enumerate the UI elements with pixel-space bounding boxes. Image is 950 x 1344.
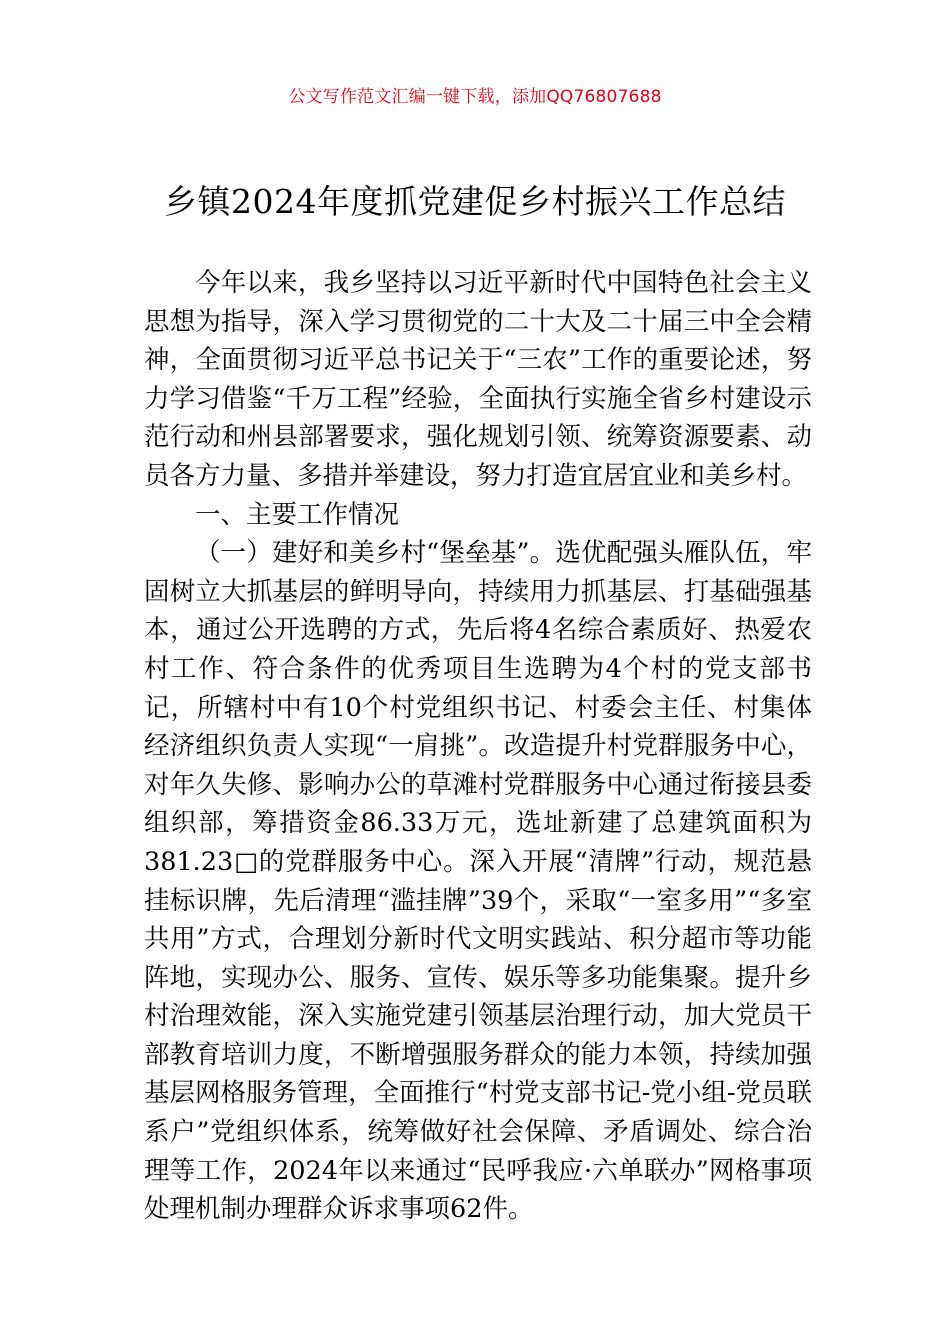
body-paragraph: （一）建好和美乡村“堡垒基”。选优配强头雁队伍，牢固树立大抓基层的鲜明导向，持续用力抓基层、打基础强基本，通过公开选聘的方式，先后将4名综合素质好、热爱农村工作、符合条件的优秀项目生选聘为4个村的党支部书记，所辖村中有10个村党组织书记、村委会主任、村集体经济组织负责人实现“一肩挑”。改造提升村党群服务中心，对年久失修、影响办公的草滩村党群服务中心通过衔接县委组织部，筹措资金86.33万元，选址新建了总建筑面积为381.23□的党群服务中心。深入开展“清牌”行动，规范悬挂标识牌，先后清理“滥挂牌”39个，采取“一室多用”“多室共用”方式，合理划分新时代文明实践站、积分超市等功能阵地，实现办公、服务、宣传、娱乐等多功能集聚。提升乡村治理效能，深入实施党建引领基层治理行动，加大党员干部教育培训力度，不断增强服务群众的能力本领，持续加强基层网格服务管理，全面推行“村党支部书记-党小组-党员联系户”党组织体系，统筹做好社会保障、矛盾调处、综合治理等工作，2024年以来通过“民呼我应·六单联办”网格事项处理机制办理群众诉求事项62件。 (144, 538, 812, 1225)
section-heading: 一、主要工作情况 (195, 499, 400, 530)
document-body (144, 264, 812, 1229)
download-promo-note: 公文写作范文汇编一键下载，添加QQ76807688 (288, 87, 662, 107)
document-title: 乡镇2024年度抓党建促乡村振兴工作总结 (164, 182, 786, 221)
intro-paragraph: 今年以来，我乡坚持以习近平新时代中国特色社会主义思想为指导，深入学习贯彻党的二十大及二十届三中全会精神，全面贯彻习近平总书记关于“三农”工作的重要论述，努力学习借鉴“千万工程”经验，全面执行实施全省乡村建设示范行动和州县部署要求，强化规划引领、统筹资源要素、动员各方力量、多措并举建设，努力打造宜居宜业和美乡村。 (144, 268, 812, 491)
